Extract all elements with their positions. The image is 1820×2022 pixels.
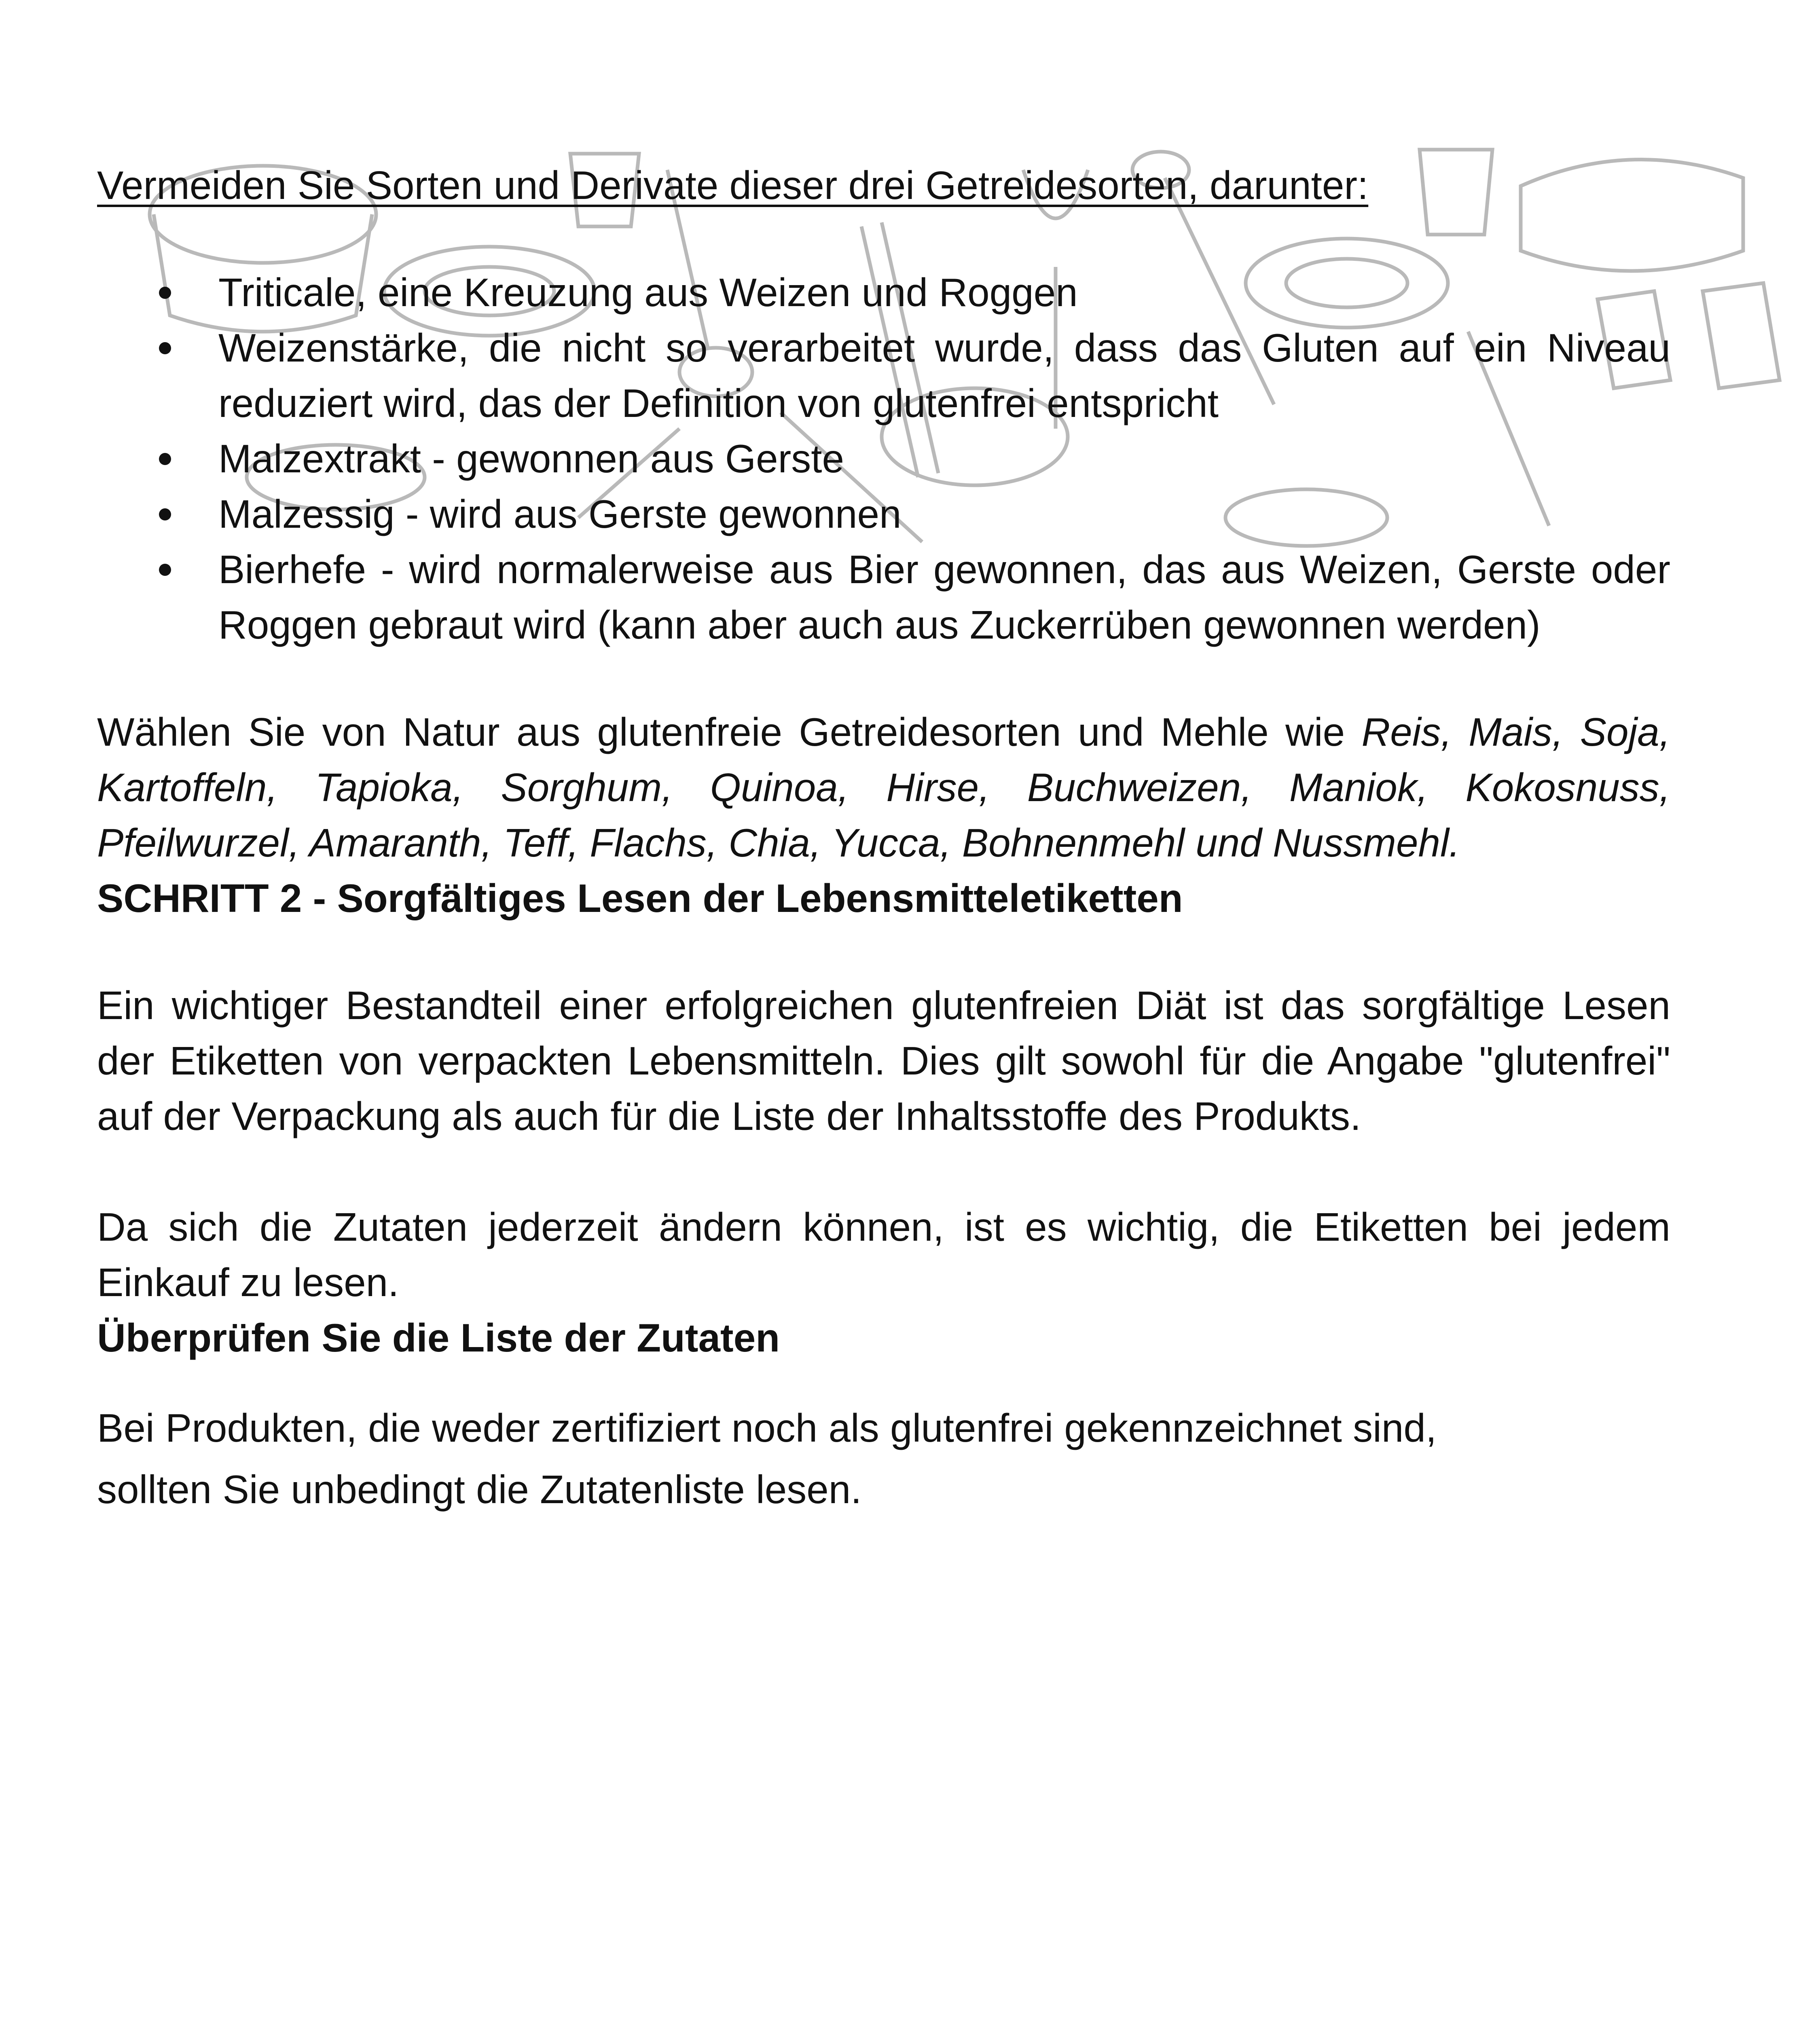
list-item-text: Weizenstärke, die nicht so verarbeitet wurde, dass das Gluten auf ein Niveau reduziert wird, das der Definition von glutenfrei entspricht bbox=[218, 326, 1670, 425]
ingredients-line-2: sollten Sie unbedingt die Zutatenliste lesen. bbox=[97, 1467, 862, 1512]
grains-paragraph bbox=[97, 704, 1670, 871]
grains-lead-text: Wählen Sie von Natur aus glutenfreie Getreidesorten und Mehle wie bbox=[97, 710, 1362, 754]
list-item-text: Bierhefe - wird normalerweise aus Bier gewonnen, das aus Weizen, Gerste oder Roggen gebraut wird (kann aber auch aus Zuckerrüben gewonnen werden) bbox=[218, 547, 1670, 647]
list-item bbox=[97, 542, 1670, 653]
document-body bbox=[97, 158, 1670, 1520]
list-item-text: Malzessig - wird aus Gerste gewonnen bbox=[218, 492, 902, 536]
step2-heading: SCHRITT 2 - Sorgfältiges Lesen der Lebensmitteletiketten bbox=[97, 876, 1183, 920]
list-item-text: Malzextrakt - gewonnen aus Gerste bbox=[218, 436, 844, 481]
step2-paragraph-1: Ein wichtiger Bestandteil einer erfolgreichen glutenfreien Diät ist das sorgfältige Lesen der Etiketten von verpackten Lebensmitteln. Dies gilt sowohl für die Angabe "glutenfrei" auf der Verpackung als auch für die Liste der Inhaltsstoffe des Produkts. bbox=[97, 983, 1670, 1138]
grater-sketch-icon bbox=[1703, 283, 1780, 388]
bullet-icon bbox=[159, 508, 171, 520]
list-item-text: Triticale, eine Kreuzung aus Weizen und Roggen bbox=[218, 270, 1078, 315]
list-item bbox=[97, 486, 1670, 542]
bullet-icon bbox=[159, 564, 171, 576]
bullet-icon bbox=[159, 453, 171, 465]
grains-italic-list: Reis, Mais, Soja, Kartoffeln, Tapioka, Sorghum, Quinoa, Hirse, Buchweizen, Maniok, Kokosnuss, Pfeilwurzel, Amaranth, Teff, Flachs, Chia, Yucca, Bohnenmehl und Nussmehl. bbox=[97, 710, 1670, 865]
list-item bbox=[97, 265, 1670, 320]
ingredients-paragraph bbox=[97, 1397, 1670, 1520]
list-item bbox=[97, 320, 1670, 431]
bullet-icon bbox=[159, 342, 171, 354]
ingredients-heading: Überprüfen Sie die Liste der Zutaten bbox=[97, 1316, 780, 1360]
bullet-icon bbox=[159, 287, 171, 299]
intro-heading: Vermeiden Sie Sorten und Derivate dieser drei Getreidesorten, darunter: bbox=[97, 163, 1369, 207]
avoid-list bbox=[97, 265, 1670, 653]
ingredients-line-1: Bei Produkten, die weder zertifiziert noch als glutenfrei gekennzeichnet sind, bbox=[97, 1406, 1437, 1450]
list-item bbox=[97, 431, 1670, 486]
step2-paragraph-2: Da sich die Zutaten jederzeit ändern können, ist es wichtig, die Etiketten bei jedem Einkauf zu lesen. bbox=[97, 1205, 1670, 1305]
